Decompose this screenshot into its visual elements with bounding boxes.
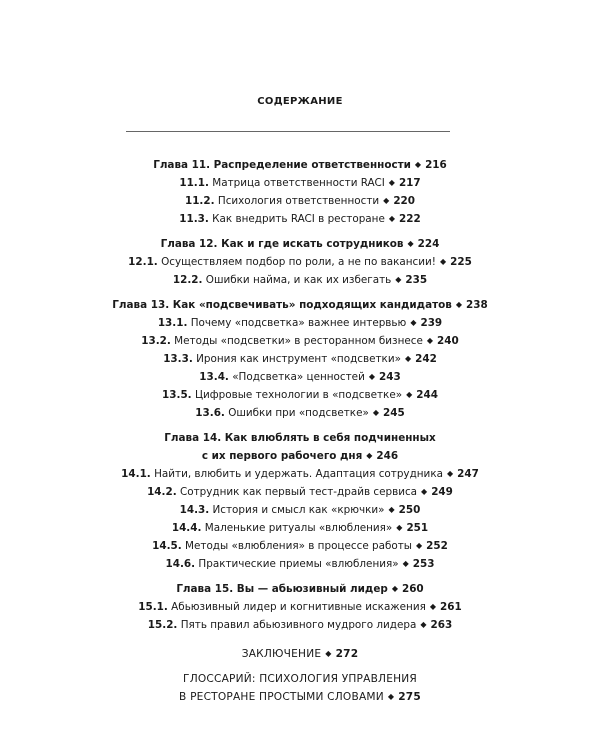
toc-conclusion: ЗАКЛЮЧЕНИЕ ◆ 272 [241,648,359,660]
toc-section-13-2: 13.2. Методы «подсветки» в ресторанном бизнесе ◆ 240 [141,335,459,347]
toc-section-13-3: 13.3. Ирония как инструмент «подсветки» ◆ 242 [163,353,437,365]
toc-section-15-2: 15.2. Пять правил абьюзивного мудрого лидера ◆ 263 [147,619,453,631]
toc-section-11-3: 11.3. Как внедрить RACI в ресторане ◆ 222 [179,213,421,225]
toc-section-13-5: 13.5. Цифровые технологии в «подсветке» ◆ 244 [162,389,438,401]
toc-chapter-15: Глава 15. Вы — абьюзивный лидер ◆ 260 [176,583,424,595]
toc-section-15-1: 15.1. Абьюзивный лидер и когнитивные искажения ◆ 261 [138,601,462,613]
toc-section-14-6: 14.6. Практические приемы «влюбления» ◆ 253 [165,558,435,570]
toc-glossary-cont: В РЕСТОРАНЕ ПРОСТЫМИ СЛОВАМИ ◆ 275 [179,691,421,703]
toc-section-13-4: 13.4. «Подсветка» ценностей ◆ 243 [199,371,401,383]
toc-chapter-14: Глава 14. Как влюблять в себя подчиненных [164,432,436,444]
toc-section-14-4: 14.4. Маленькие ритуалы «влюбления» ◆ 251 [171,522,429,534]
toc-chapter-12: Глава 12. Как и где искать сотрудников ◆ 224 [160,238,440,250]
toc-section-14-3: 14.3. История и смысл как «крючки» ◆ 250 [179,504,421,516]
toc-section-14-1: 14.1. Найти, влюбить и удержать. Адаптация сотрудника ◆ 247 [121,468,479,480]
toc-section-12-1: 12.1. Осуществляем подбор по роли, а не по вакансии! ◆ 225 [128,256,472,268]
toc-section-13-6: 13.6. Ошибки при «подсветке» ◆ 245 [195,407,405,419]
toc-chapter-11: Глава 11. Распределение ответственности ◆ 216 [153,159,447,171]
table-of-contents [0,156,600,706]
toc-section-12-2: 12.2. Ошибки найма, и как их избегать ◆ 235 [172,274,428,286]
toc-section-14-5: 14.5. Методы «влюбления» в процессе работы ◆ 252 [152,540,448,552]
divider [126,131,450,132]
toc-chapter-13: Глава 13. Как «подсвечивать» подходящих кандидатов ◆ 238 [112,299,488,311]
toc-section-11-2: 11.2. Психология ответственности ◆ 220 [184,195,416,207]
page-title: СОДЕРЖАНИЕ [257,96,343,107]
toc-chapter-14-cont: с их первого рабочего дня ◆ 246 [201,450,399,462]
toc-section-14-2: 14.2. Сотрудник как первый тест-драйв сервиса ◆ 249 [147,486,453,498]
toc-section-11-1: 11.1. Матрица ответственности RACI ◆ 217 [179,177,421,189]
toc-glossary: ГЛОССАРИЙ: ПСИХОЛОГИЯ УПРАВЛЕНИЯ [183,673,417,685]
toc-section-13-1: 13.1. Почему «подсветка» важнее интервью ◆ 239 [157,317,443,329]
